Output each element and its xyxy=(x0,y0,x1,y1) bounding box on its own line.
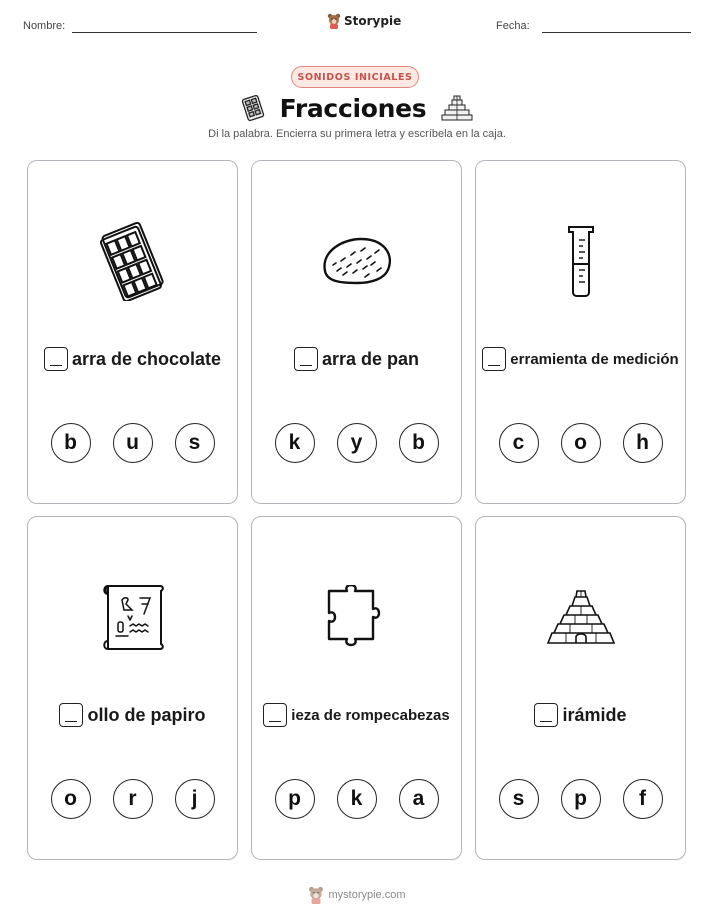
name-field[interactable] xyxy=(72,32,257,33)
letter-choices xyxy=(252,423,461,463)
measuring-cylinder-icon xyxy=(566,224,596,298)
card-picture xyxy=(28,221,237,301)
letter-choices xyxy=(252,779,461,819)
letter-choice[interactable]: s xyxy=(499,779,539,819)
bread-loaf-icon xyxy=(319,231,395,291)
word-line xyxy=(252,347,461,371)
chocolate-bar-icon xyxy=(240,94,266,122)
footer-url[interactable]: mystorypie.com xyxy=(328,889,406,901)
word-card xyxy=(475,516,686,860)
card-picture xyxy=(28,577,237,657)
partial-word: ieza de rompecabezas xyxy=(291,706,450,724)
word-card xyxy=(475,160,686,504)
brand-name: Storypie xyxy=(344,14,402,28)
word-line xyxy=(28,347,237,371)
word-card xyxy=(251,516,462,860)
partial-word: arra de pan xyxy=(321,348,420,369)
letter-choice[interactable]: f xyxy=(623,779,663,819)
bear-mascot-icon xyxy=(308,886,324,904)
title-row xyxy=(0,90,714,126)
date-label: Fecha: xyxy=(496,20,530,32)
letter-choice[interactable]: p xyxy=(275,779,315,819)
bear-mascot-icon xyxy=(327,13,341,29)
card-picture xyxy=(476,577,685,657)
card-picture xyxy=(252,221,461,301)
letter-choices xyxy=(28,423,237,463)
word-line xyxy=(476,703,685,727)
pyramid-icon xyxy=(546,587,616,647)
papyrus-scroll-icon xyxy=(100,582,166,652)
answer-box[interactable] xyxy=(59,703,83,727)
card-picture xyxy=(476,221,685,301)
letter-choice[interactable]: y xyxy=(337,423,377,463)
partial-word: irámide xyxy=(562,704,627,725)
answer-box[interactable] xyxy=(263,703,287,727)
letter-choices xyxy=(28,779,237,819)
card-picture xyxy=(252,577,461,657)
puzzle-piece-icon xyxy=(323,585,391,649)
word-card xyxy=(27,160,238,504)
word-line xyxy=(476,347,685,371)
letter-choice[interactable]: p xyxy=(561,779,601,819)
storypie-logo xyxy=(327,13,401,29)
name-label: Nombre: xyxy=(23,20,66,32)
answer-box[interactable] xyxy=(534,703,558,727)
letter-choice[interactable]: k xyxy=(337,779,377,819)
letter-choice[interactable]: r xyxy=(113,779,153,819)
word-line xyxy=(28,703,237,727)
chocolate-bar-icon xyxy=(98,221,168,301)
answer-box[interactable] xyxy=(44,347,68,371)
partial-word: arra de chocolate xyxy=(71,348,222,369)
answer-box[interactable] xyxy=(482,347,506,371)
letter-choice[interactable]: o xyxy=(561,423,601,463)
letter-choice[interactable]: b xyxy=(51,423,91,463)
date-field[interactable] xyxy=(542,32,691,33)
letter-choice[interactable]: h xyxy=(623,423,663,463)
letter-choices xyxy=(476,423,685,463)
instructions: Di la palabra. Encierra su primera letra y escríbela en la caja. xyxy=(208,128,506,140)
pyramid-icon xyxy=(440,95,474,121)
letter-choice[interactable]: c xyxy=(499,423,539,463)
partial-word: ollo de papiro xyxy=(87,704,206,725)
answer-box[interactable] xyxy=(294,347,318,371)
topic-badge: SONIDOS INICIALES xyxy=(291,66,419,88)
letter-choice[interactable]: s xyxy=(175,423,215,463)
word-card xyxy=(251,160,462,504)
word-card xyxy=(27,516,238,860)
page-title: Fracciones xyxy=(279,93,427,123)
footer xyxy=(0,886,714,904)
letter-choice[interactable]: u xyxy=(113,423,153,463)
letter-choice[interactable]: k xyxy=(275,423,315,463)
letter-choice[interactable]: o xyxy=(51,779,91,819)
letter-choices xyxy=(476,779,685,819)
letter-choice[interactable]: j xyxy=(175,779,215,819)
partial-word: erramienta de medición xyxy=(510,350,679,368)
letter-choice[interactable]: b xyxy=(399,423,439,463)
letter-choice[interactable]: a xyxy=(399,779,439,819)
word-line xyxy=(252,703,461,727)
